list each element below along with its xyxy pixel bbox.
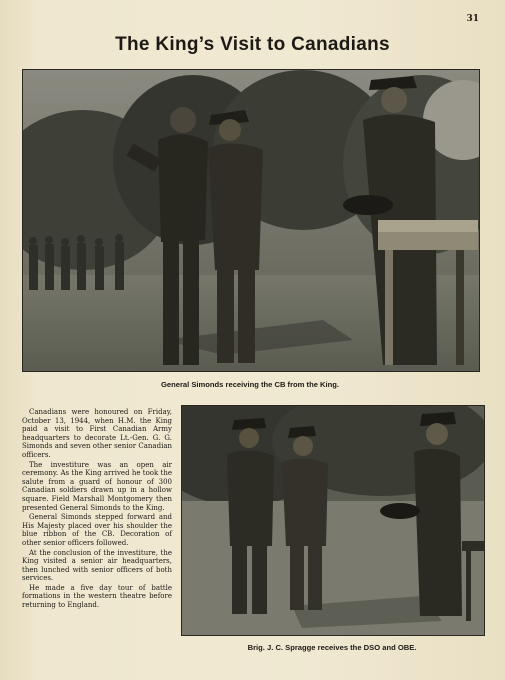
photo-spragge-image [182,406,484,635]
article-paragraph: He made a five day tour of battle formations in the western theatre before returning to England. [22,583,172,610]
page-title: The King’s Visit to Canadians [115,34,390,55]
article-text [22,408,172,611]
photo-spragge-receiving-dso [181,405,485,636]
photo-simonds-receiving-cb [22,69,480,372]
article-paragraph: The investiture was an open air ceremony. As the King arrived he took the salute from a guard of honour of 300 Canadian soldiers drawn up in a hollow square. Field Marshall Montgomery then presented General Simonds to the King. [22,460,172,512]
page-number: 31 [466,14,479,24]
photo-caption-spragge: Brig. J. C. Spragge receives the DSO and OBE. [247,643,417,652]
article-paragraph: At the conclusion of the investiture, the King visited a senior air headquarters, then lunched with senior officers of both services. [22,548,172,583]
article-paragraph: General Simonds stepped forward and His Majesty placed over his shoulder the blue ribbon of the CB. Decoration of other senior officers followed. [22,513,172,547]
photo-caption-simonds: General Simonds receiving the CB from the King. [160,380,340,389]
article-paragraph: Canadians were honoured on Friday, October 13, 1944, when H.M. the King paid a visit to First Canadian Army headquarters to decorate Lt.-Gen. G. G. Simonds and seven other senior Canadian officers. [22,408,172,459]
photo-simonds-image [23,70,479,371]
